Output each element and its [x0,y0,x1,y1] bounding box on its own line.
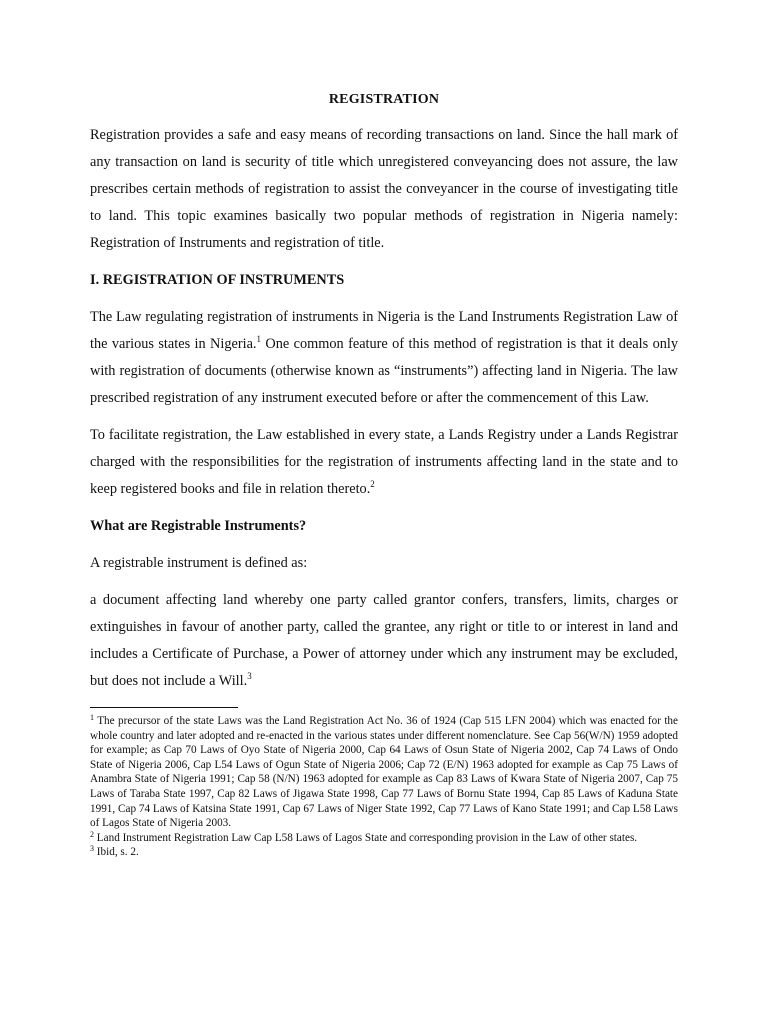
footnote-reference-3[interactable]: 3 [247,671,252,681]
footnotes [90,714,678,860]
paragraph-text: One common feature of this method of registration is that it deals only with registration of documents (otherwise known as “instruments”) affecting land in Nigeria. The law prescribed registration of any instrument executed before or after the commencement of this Law. [90,336,678,406]
document-page [90,92,678,860]
footnote-text: Ibid, s. 2. [94,846,139,859]
page-title: REGISTRATION [328,92,440,107]
footnote-number: 1 [90,713,94,722]
footnote-text: Land Instrument Registration Law Cap L58 Laws of Lagos State and corresponding provision in the Law of other states. [94,831,638,844]
paragraph-text: To facilitate registration, the Law established in every state, a Lands Registry under a Lands Registrar charged with the responsibilities for the registration of instruments affecting land in the state and to keep registered books and file in relation thereto. [90,427,678,497]
paragraph-instruments-law [90,304,678,412]
footnote-text: The precursor of the state Laws was the Land Registration Act No. 36 of 1924 (Cap 515 LFN 2004) which was enacted for the whole country and later adopted and re-enacted in the various states under different nomenclature. See Cap 56(W/N) 1959 adopted for example; as Cap 70 Laws of Oyo State of Nigeria 2000, Cap 64 Laws of Osun State of Nigeria 2002, Cap 74 Laws of Ondo State of Nigeria 2006, Cap L54 Laws of Ogun State of Nigeria 2006; Cap 72 (E/N) 1963 adopted for example as Cap 75 Laws of Anambra State of Nigeria 1991; Cap 58 (N/N) 1963 adopted for example as Cap 83 Laws of Kwara State of Nigeria 2007, Cap 75 Laws of Taraba State 1997, Cap 82 Laws of Jigawa State 1998, Cap 77 Laws of Bornu State 1994, Cap 85 Laws of Kaduna State 1991, Cap 74 Laws of Katsina State 1991, Cap 67 Laws of Niger State 1992, Cap 77 Laws of Kano State 1991; and Cap L58 Laws of Lagos State of Nigeria 2003. [90,715,678,830]
footnote-separator [90,707,238,708]
footnote-3 [90,845,678,860]
intro-paragraph: Registration provides a safe and easy means of recording transactions on land. Since the hall mark of any transaction on land is security of title which unregistered conveyancing does not assure, the law prescribes certain methods of registration to assist the conveyancer in the course of investigating title to land. This topic examines basically two popular methods of registration in Nigeria namely: Registration of Instruments and registration of title. [90,127,678,251]
footnote-2 [90,831,678,846]
paragraph-lands-registry [90,422,678,503]
footnote-reference-2[interactable]: 2 [370,479,375,489]
subheading-registrable-instruments: What are Registrable Instruments? [90,518,307,534]
paragraph-text: The Law regulating registration of instruments in Nigeria is the Land Instruments Registration Law of the various states in Nigeria. [90,309,678,352]
footnote-reference-1[interactable]: 1 [256,334,262,344]
footnote-number: 2 [90,829,94,839]
paragraph-definition-intro: A registrable instrument is defined as: [90,555,308,571]
footnote-number: 3 [90,844,94,854]
footnote-1 [90,714,678,831]
section-heading-registration-of-instruments: I. REGISTRATION OF INSTRUMENTS [90,272,345,288]
paragraph-text: a document affecting land whereby one party called grantor confers, transfers, limits, charges or extinguishes in favour of another party, called the grantee, any right or title to or interest in land and includes a Certificate of Purchase, a Power of attorney under which any instrument may be excluded, but does not include a Will. [90,592,678,689]
paragraph-definition [90,587,678,695]
